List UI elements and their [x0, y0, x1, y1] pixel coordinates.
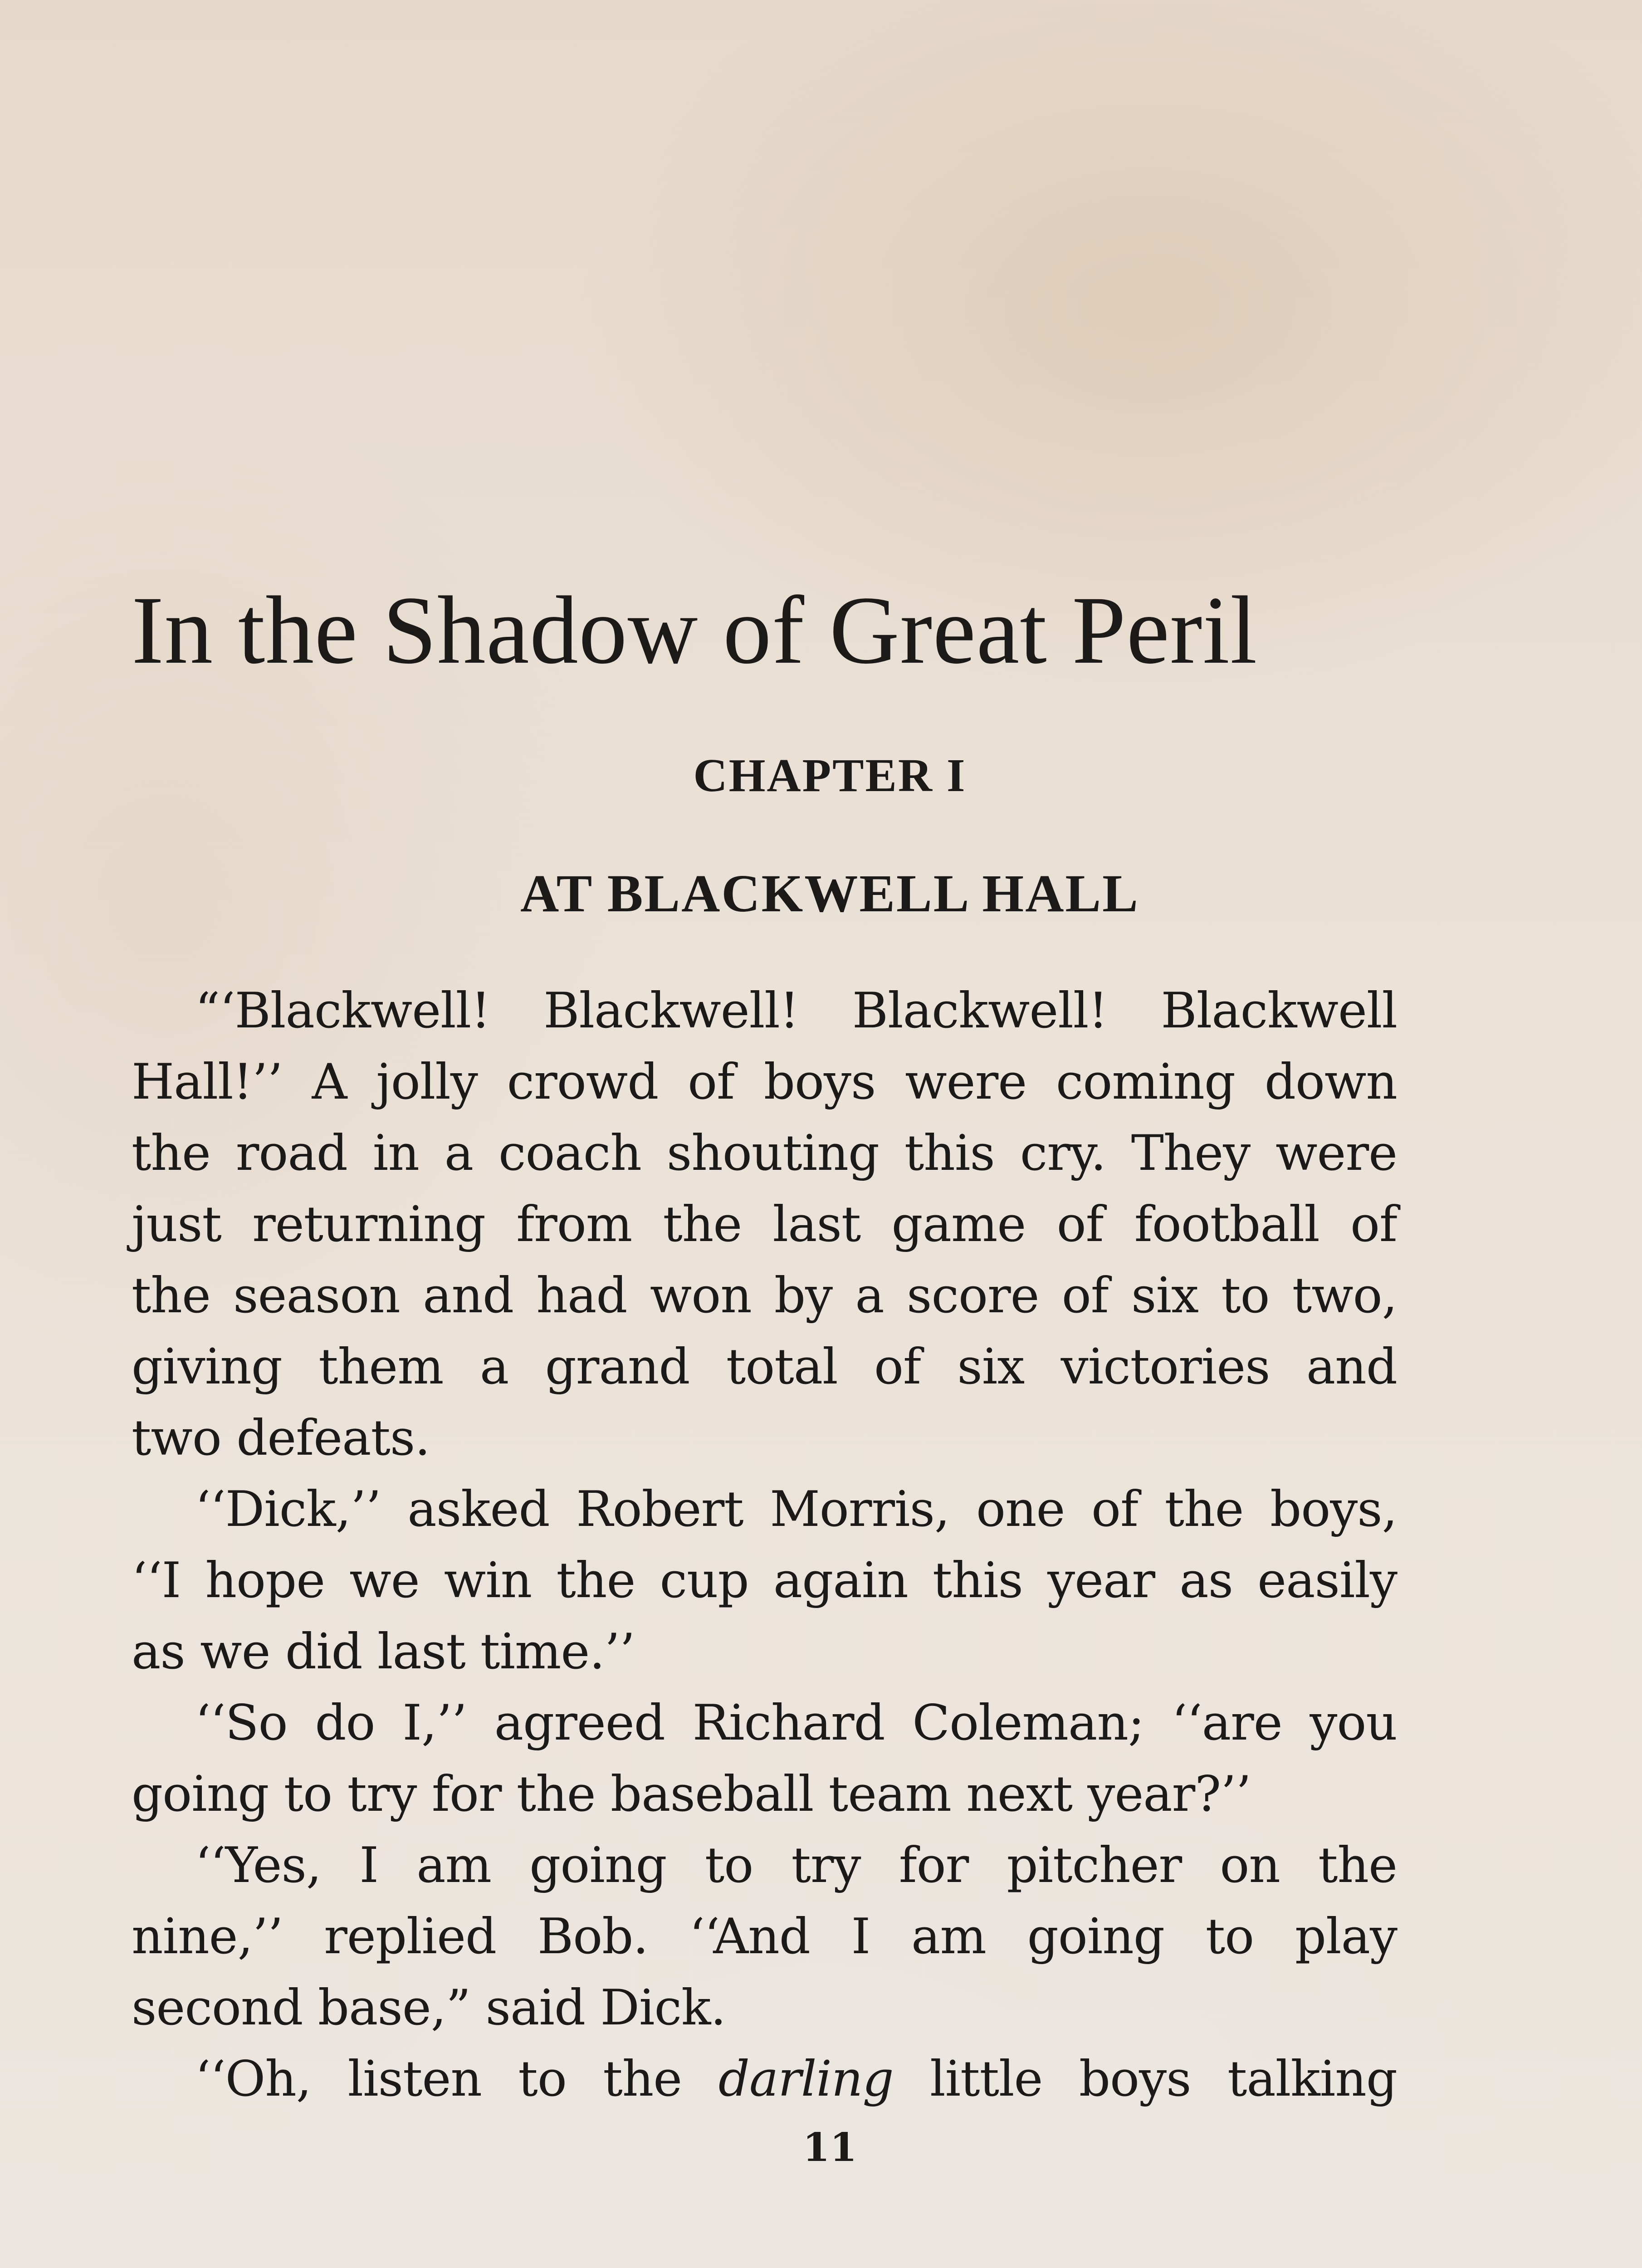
text-line-10: as we did last time.’’: [132, 1623, 635, 1680]
text-line-5: the season and had won by a score of six to two,: [132, 1267, 1397, 1324]
chapter-title: AT BLACKWELL HALL: [520, 864, 1139, 923]
text-line-16: [132, 2043, 1397, 2115]
page-number: 11: [802, 2125, 857, 2170]
text-line-7: two defeats.: [132, 1410, 430, 1466]
text-line-6: giving them a grand total of six victories and: [132, 1339, 1397, 1395]
text-line-12: going to try for the baseball team next year?’’: [132, 1766, 1251, 1823]
text-line-11: ‘‘So do I,’’ agreed Richard Coleman; ‘‘are you: [195, 1695, 1397, 1751]
text-line-8: ‘‘Dick,’’ asked Robert Morris, one of the boys,: [195, 1481, 1397, 1538]
text-line-14: nine,’’ replied Bob. ‘‘And I am going to play: [132, 1908, 1397, 1965]
emphasized-word: darling: [718, 2051, 894, 2107]
text-line-2: Hall!’’ A jolly crowd of boys were coming down: [132, 1054, 1397, 1110]
text-line-1: “‘Blackwell! Blackwell! Blackwell! Blackwell: [195, 982, 1397, 1039]
text-line-16-before: ‘‘Oh, listen to the: [195, 2051, 718, 2107]
body-text: [132, 975, 1397, 2115]
book-title: In the Shadow of Great Peril: [132, 577, 1258, 684]
text-line-3: the road in a coach shouting this cry. They were: [132, 1125, 1397, 1182]
text-line-16-after: little boys talking: [893, 2051, 1398, 2107]
text-line-9: ‘‘I hope we win the cup again this year as easily: [132, 1552, 1397, 1609]
text-line-4: just returning from the last game of football of: [132, 1196, 1397, 1253]
text-line-13: ‘‘Yes, I am going to try for pitcher on the: [195, 1837, 1397, 1894]
chapter-number: CHAPTER I: [693, 749, 967, 802]
text-line-15: second base,” said Dick.: [132, 1980, 726, 2036]
